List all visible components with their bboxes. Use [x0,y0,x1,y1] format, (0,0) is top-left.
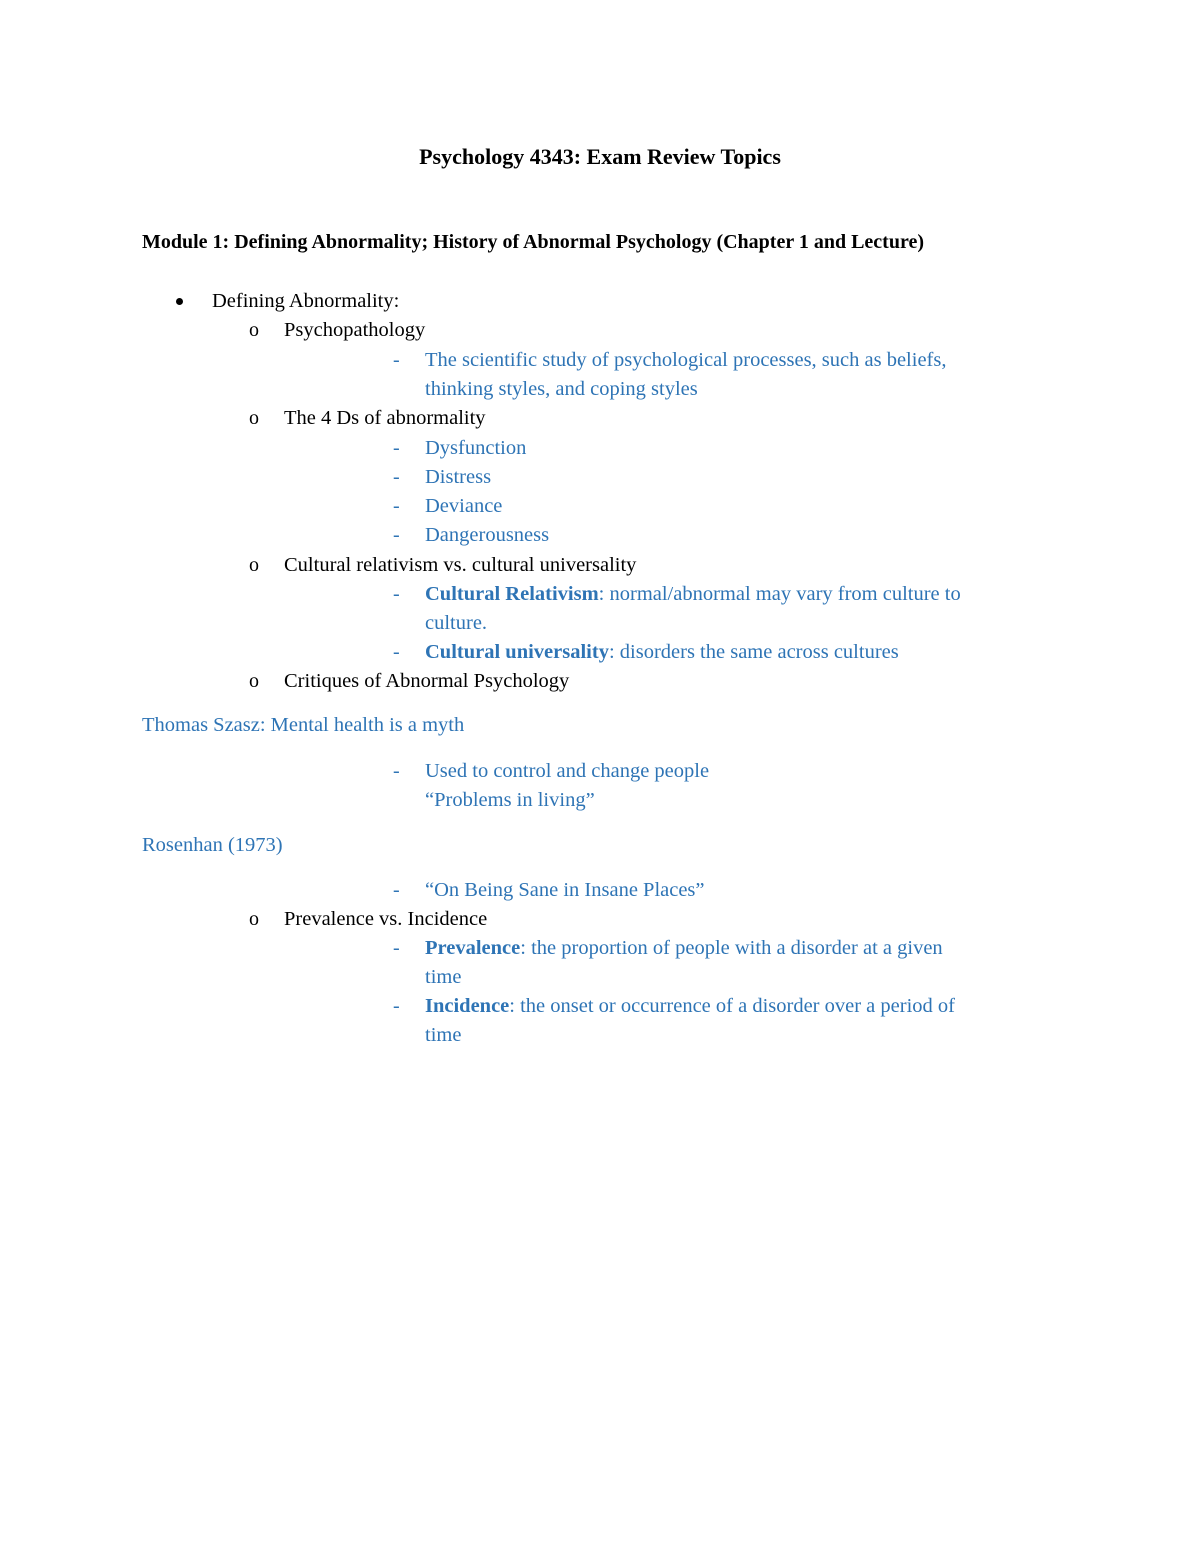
module-heading: Module 1: Defining Abnormality; History of Abnormal Psychology (Chapter 1 and Lecture) [142,231,925,253]
dash-marker: - [393,641,400,663]
incidence-definition [425,992,955,1021]
dash-marker: - [393,583,400,605]
cultural-universality-term: Cultural universality [425,641,609,663]
rosenhan-heading: Rosenhan (1973) [142,834,283,856]
dash-marker: - [393,995,400,1017]
prevalence-definition [425,934,943,963]
four-ds-item: Deviance [425,495,503,517]
dash-marker: - [393,879,400,901]
topic-critiques: Critiques of Abnormal Psychology [284,670,570,692]
four-ds-item: Dangerousness [425,524,550,546]
cultural-universality-def: : disorders the same across cultures [608,641,899,663]
sub-marker: o [249,554,259,576]
dash-marker: - [393,466,400,488]
document-title: Psychology 4343: Exam Review Topics [419,144,781,169]
prevalence-def-line1: : the proportion of people with a disorder at a given [520,937,943,959]
topic-prevalence-incidence: Prevalence vs. Incidence [284,908,488,930]
incidence-term: Incidence [425,995,510,1017]
bullet-dot-icon [176,298,183,305]
cultural-relativism-def-line2: culture. [425,612,488,634]
cultural-relativism-def-line1: : normal/abnormal may vary from culture to [598,583,961,605]
cultural-relativism-term: Cultural Relativism [425,583,599,605]
szasz-point-2: “Problems in living” [425,789,595,811]
sub-marker: o [249,908,259,930]
dash-marker: - [393,349,400,371]
dash-marker: - [393,437,400,459]
topic-four-ds: The 4 Ds of abnormality [284,407,486,429]
psychopathology-definition-line1: The scientific study of psychological processes, such as beliefs, [425,349,947,371]
dash-marker: - [393,495,400,517]
szasz-heading: Thomas Szasz: Mental health is a myth [142,714,465,736]
dash-marker: - [393,760,400,782]
dash-marker: - [393,937,400,959]
incidence-def-line2: time [425,1024,462,1046]
psychopathology-definition-line2: thinking styles, and coping styles [425,378,698,400]
incidence-def-line1: : the onset or occurrence of a disorder over a period of [509,995,955,1017]
sub-marker: o [249,670,259,692]
prevalence-def-line2: time [425,966,462,988]
four-ds-item: Dysfunction [425,437,527,459]
rosenhan-point-1: “On Being Sane in Insane Places” [425,879,705,901]
szasz-point-1: Used to control and change people [425,760,710,782]
topic-psychopathology: Psychopathology [284,319,426,341]
dash-marker: - [393,524,400,546]
sub-marker: o [249,319,259,341]
four-ds-item: Distress [425,466,492,488]
cultural-universality-definition [425,638,899,667]
prevalence-term: Prevalence [425,937,521,959]
sub-marker: o [249,407,259,429]
bullet-defining-abnormality: Defining Abnormality: [212,290,400,312]
cultural-relativism-definition [425,580,961,609]
topic-cultural: Cultural relativism vs. cultural universality [284,554,637,576]
